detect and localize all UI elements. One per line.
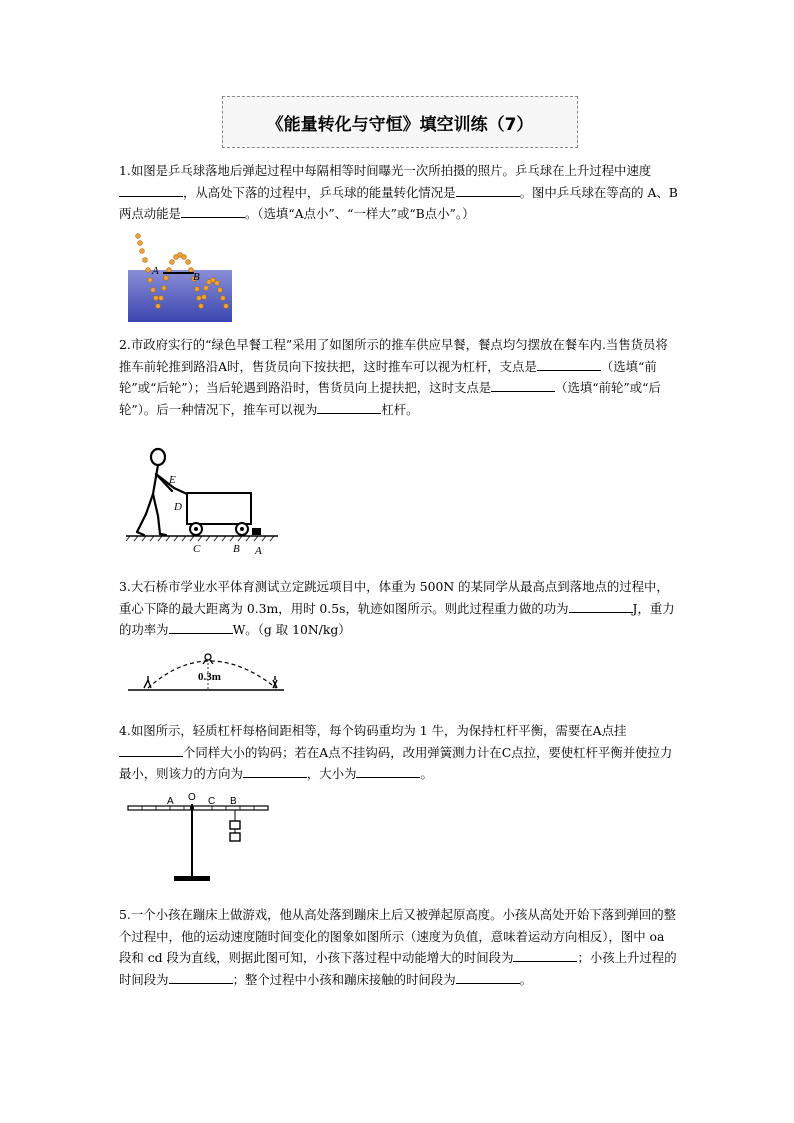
answer-blank[interactable] (456, 969, 520, 984)
answer-blank[interactable] (181, 203, 245, 218)
label-b: B (233, 543, 240, 555)
question-5: 5.一个小孩在蹦床上做游戏，他从高处落到蹦床上后又被弹起原高度。小孩从高处开始下落到弹回的整个过程中，他的运动速度随时间变化的图象如图所示（速度为负值，意味着运动方向相反），图中 oa 段和 cd 段为直线，则据此图可知，小孩下落过程中动能增大的时间段为 ；小孩上升过程的时间段为 ；整个过程中小孩和蹦床接触的时间段为 。 (119, 907, 677, 987)
label-e: E (169, 474, 176, 486)
answer-blank[interactable] (513, 947, 577, 962)
long-jump-trajectory-figure (126, 646, 286, 696)
page-title: 《能量转化与守恒》填空训练（7） (222, 96, 578, 148)
ping-pong-photo-figure (128, 232, 232, 322)
label-a: A (255, 545, 262, 556)
label-c: C (193, 543, 201, 555)
answer-blank[interactable] (537, 356, 601, 371)
height-label: 0.3m (198, 671, 221, 683)
answer-blank[interactable] (243, 763, 307, 778)
question-4: 4.如图所示，轻质杠杆每格间距相等，每个钩码重均为 1 牛，为保持杠杆平衡，需要在A点挂个同样大小的钩码；若在A点不挂钩码，改用弹簧测力计在C点拉，要使杠杆平衡并使拉力最小，则该力的方向为 ，大小为 。 (119, 723, 673, 781)
answer-blank[interactable] (169, 619, 233, 634)
label-a: A (152, 265, 159, 277)
answer-blank[interactable] (356, 763, 420, 778)
question-2: 2.市政府实行的“绿色早餐工程”采用了如图所示的推车供应早餐，餐点均匀摆放在餐车内.当售货员将推车前轮推到路沿A时，售货员向下按扶把，这时推车可以视为杠杆，支点是 （选填“前轮”或“后轮”）；当后轮遇到路沿时，售货员向上提扶把，这时支点是 （选填“前轮”或“后轮”）。后一种情况下，推车可以视为 杠杆。 (119, 337, 668, 417)
label-o: O (188, 792, 196, 803)
label-c: C (208, 796, 216, 807)
answer-blank[interactable] (119, 742, 183, 757)
answer-blank[interactable] (569, 598, 633, 613)
answer-blank[interactable] (491, 377, 555, 392)
answer-blank[interactable] (169, 969, 233, 984)
label-a: A (167, 796, 174, 807)
label-b: B (230, 796, 237, 807)
question-1: 1.如图是乒乓球落地后弹起过程中每隔相等时间曝光一次所拍摄的照片。乒乓球在上升过程中速度，从高处下落的过程中，乒乓球的能量转化情况是 。图中乒乓球在等高的 A、B 两点动能是 。（选填“A点小”、“一样大”或“B点小”。） (119, 163, 678, 221)
label-d: D (174, 501, 182, 513)
answer-blank[interactable] (456, 182, 520, 197)
answer-blank[interactable] (317, 399, 381, 414)
question-3: 3.大石桥市学业水平体育测试立定跳远项目中，体重为 500N 的某同学从最高点到落地点的过程中，重心下降的最大距离为 0.3m，用时 0.5s，轨迹如图所示。则此过程重力做的功为 J，重力的功率为 W。（g 取 10N/kg） (119, 579, 675, 637)
answer-blank[interactable] (119, 182, 183, 197)
push-cart-figure (124, 444, 280, 556)
label-b: B (193, 271, 200, 283)
lever-figure (124, 790, 274, 886)
